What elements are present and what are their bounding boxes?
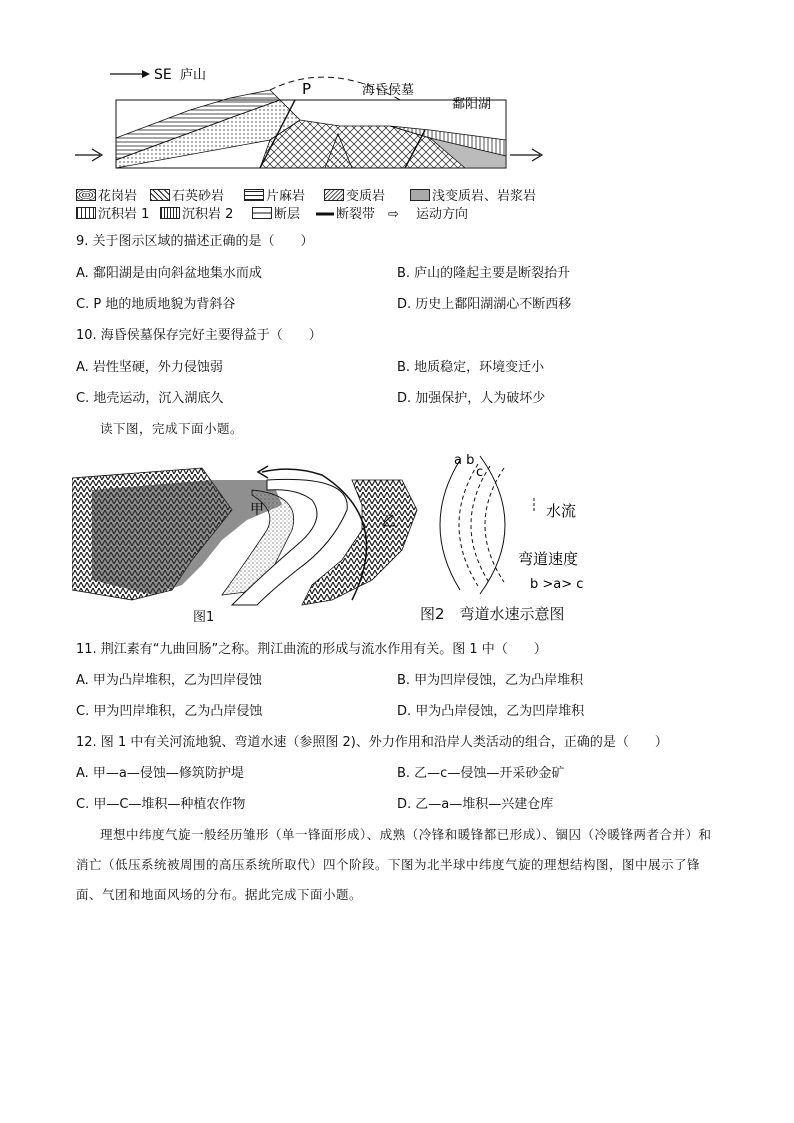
low-metamorphic-swatch [410,189,430,201]
legend-sedimentary-1: 沉积岩 1 [76,207,149,223]
q10-option-a[interactable]: A. 岩性坚硬，外力侵蚀弱 [76,360,223,375]
gneiss-swatch [244,189,264,201]
q9-option-d[interactable]: D. 历史上鄱阳湖湖心不断西移 [397,297,572,312]
q12-option-b[interactable]: B. 乙—c—侵蚀—开采砂金矿 [397,766,565,781]
bend-speed-relation: b >a> c [530,577,584,592]
q11-option-d[interactable]: D. 甲为凸岸侵蚀，乙为凹岸堆积 [397,704,585,719]
sedimentary-1-swatch [76,207,96,219]
right-motion-arrow [510,149,542,161]
legend-sedimentary-2: 沉积岩 2 [160,207,233,223]
q10-option-b[interactable]: B. 地质稳定，环境变迁小 [397,360,545,375]
intro-read-figure: 读下图，完成下面小题。 [100,421,244,436]
lushan-label: 庐山 [180,68,207,83]
left-motion-arrow [75,149,102,161]
c-label: c [476,465,484,480]
sedimentary-2-swatch [160,207,180,219]
q11-option-b[interactable]: B. 甲为凹岸侵蚀，乙为凸岸堆积 [397,673,584,688]
q9-option-b[interactable]: B. 庐山的隆起主要是断裂抬升 [397,266,571,281]
water-flow-label: 水流 [546,502,577,520]
ab-label: a b [454,453,475,468]
fracture-zone-swatch [316,209,334,219]
q9-option-c[interactable]: C. P 地的地质地貌为背斜谷 [76,297,236,312]
yi-label: 乙 [382,514,396,530]
legend-fault: 断层 [252,207,300,223]
legend-granite: 花岗岩 [76,189,137,205]
question-11-stem: 11. 荆江素有“九曲回肠”之称。荆江曲流的形成与流水作用有关。图 1 中（ ） [76,642,547,657]
q12-option-d[interactable]: D. 乙—a—堆积—兴建仓库 [397,797,554,812]
legend-quartz-sandstone: 石英砂岩 [150,189,224,205]
quartz-sandstone-swatch [150,189,170,201]
bend-speed-diagram [430,450,630,600]
q12-option-a[interactable]: A. 甲—a—侵蚀—修筑防护堤 [76,766,244,781]
question-10-stem: 10. 海昏侯墓保存完好主要得益于（ ） [76,328,322,343]
intro-cyclone-paragraph: 理想中纬度气旋一般经历雏形（单一锋面形成）、成熟（冷锋和暖锋都已形成）、锢囚（冷暖锋两者合并）和消亡（低压系统被周围的高压系统所取代）四个阶段。下图为北半球中纬度气旋的理想结构图，图中展示了锋面、气团和地面风场的分布。据此完成下面小题。 [76,827,712,902]
river-bend-figure [72,450,422,610]
legend-metamorphic: 变质岩 [324,189,385,205]
metamorphic-swatch [324,189,344,201]
p-label: P [302,80,312,98]
q10-option-d[interactable]: D. 加强保护，人为破坏少 [397,391,546,406]
legend-low-metamorphic: 浅变质岩、岩浆岩 [410,189,536,205]
poyanghu-label: 鄱阳湖 [452,97,492,112]
q12-option-c[interactable]: C. 甲—C—堆积—种植农作物 [76,797,246,812]
question-12-stem: 12. 图 1 中有关河流地貌、弯道水速（参照图 2)、外力作用和沿岸人类活动的组合，正确的是（ ） [76,735,668,750]
geologic-section-figure [70,60,560,190]
se-label: SE [154,67,172,83]
legend-fracture-zone: 断裂带 [316,207,375,223]
motion-arrow-icon: ⇨ [388,207,399,222]
bend-speed-title: 弯道速度 [518,550,579,568]
fault-swatch [252,207,272,219]
granite-swatch [76,189,96,201]
fig1-caption: 图1 [193,610,215,625]
q11-option-a[interactable]: A. 甲为凸岸堆积，乙为凹岸侵蚀 [76,673,262,688]
q11-option-c[interactable]: C. 甲为凹岸堆积，乙为凸岸侵蚀 [76,704,263,719]
legend-gneiss: 片麻岩 [244,189,305,205]
haihunhou-label: 海昏侯墓 [362,83,415,98]
q9-option-a[interactable]: A. 鄱阳湖是由向斜盆地集水而成 [76,266,262,281]
se-arrow-head [142,70,150,78]
fig2-caption: 图2 弯道水速示意图 [420,605,565,623]
question-9-stem: 9. 关于图示区域的描述正确的是（ ） [76,234,314,249]
legend-motion-direction: ⇨ 运动方向 [388,207,469,222]
jia-label: 甲 [250,502,264,518]
q10-option-c[interactable]: C. 地壳运动，沉入湖底久 [76,391,224,406]
